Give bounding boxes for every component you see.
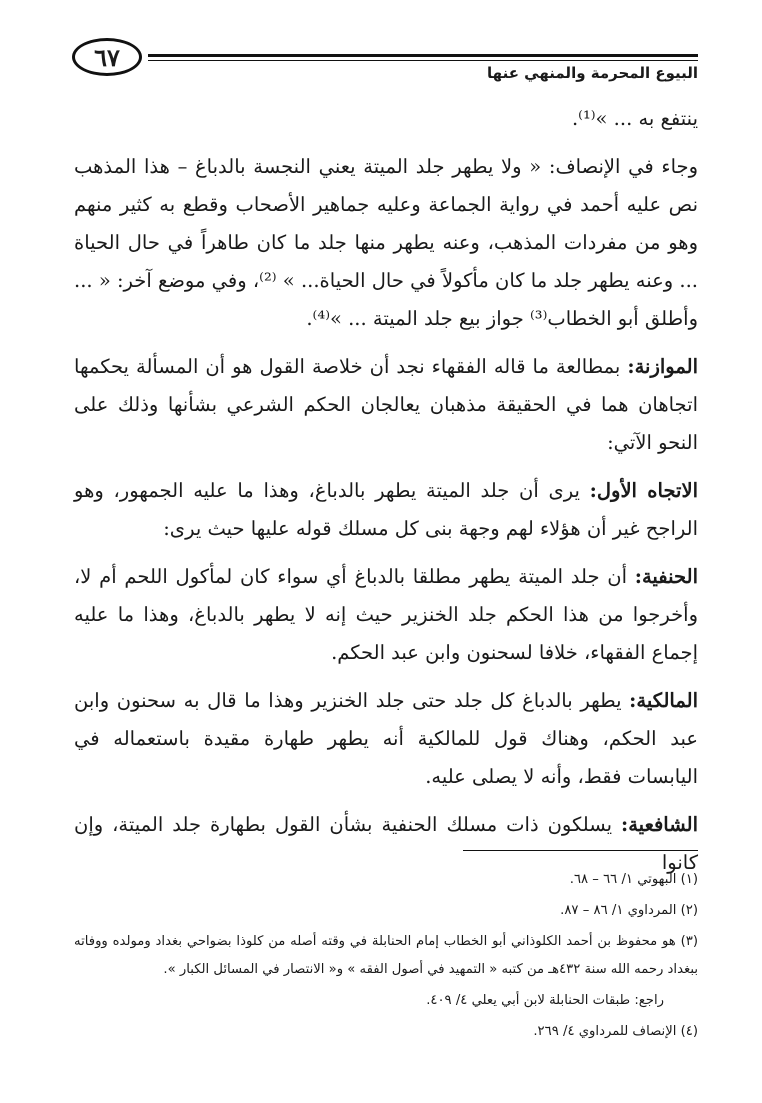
footnote-separator (463, 850, 698, 851)
paragraph-hanafiyya (74, 558, 698, 672)
header-rule-thin (148, 60, 698, 61)
paragraph-first-direction (74, 472, 698, 548)
paragraph-label: الحنفية: (634, 565, 698, 588)
paragraph-label: الشافعية: (621, 813, 698, 836)
paragraph-label: المالكية: (629, 689, 698, 712)
page-number-badge (72, 38, 142, 76)
main-text (74, 100, 698, 892)
paragraph-label: الموازنة: (627, 355, 698, 378)
paragraph-malikiyya (74, 682, 698, 796)
page-number: ٦٧ (94, 42, 120, 72)
running-title: البيوع المحرمة والمنهي عنها (487, 64, 698, 82)
footnotes (74, 866, 698, 1049)
footnote-2: (٢) المرداوي ١/ ٨٦ – ٨٧. (560, 903, 698, 918)
paragraph-text: أن جلد الميتة يطهر مطلقا بالدباغ أي سواء كان لمأكول اللحم أم لا، وأخرجوا من هذا الحكم جلد الخنزير حيث إنه لا يطهر بالدباغ، وهذا ما عليه إجماع الفقهاء، خلافا لسحنون وابن عبد الحكم. (74, 565, 698, 664)
footnote-1: (١) البهوتي ١/ ٦٦ – ٦٨. (569, 872, 698, 887)
paragraph-insaf-quote: وجاء في الإنصاف: « ولا يطهر جلد الميتة يعني النجسة بالدباغ – هذا المذهب نص عليه أحمد في رواية الجماعة وعليه جماهير الأصحاب وقطع به كثير منهم وهو من مفردات المذهب، وعنه يطهر منها جلد ما كان طاهراً في حال الحياة ... وعنه يطهر جلد ما كان مأكولاً في حال الحياة... » ⁽²⁾، وفي موضع آخر: « ... وأطلق أبو الخطاب⁽³⁾ جواز بيع جلد الميتة ... »⁽⁴⁾. (74, 155, 698, 330)
paragraph-label: الاتجاه الأول: (589, 479, 698, 502)
paragraph-comparison (74, 348, 698, 462)
paragraph-text: يطهر بالدباغ كل جلد حتى جلد الخنزير وهذا ما قال به سحنون وابن عبد الحكم، وهناك قول للمالكية أنه يطهر طهارة مقيدة باستعماله في اليابسات فقط، وأنه لا يصلى عليه. (74, 689, 698, 788)
paragraph-continuation: ينتفع به ... »⁽¹⁾. (571, 107, 698, 130)
footnote-3-reference: راجع: طبقات الحنابلة لابن أبي يعلي ٤/ ٤٠٩. (426, 993, 664, 1008)
paragraph-text: يسلكون ذات مسلك الحنفية بشأن القول بطهارة جلد الميتة، وإن كانوا (74, 813, 698, 874)
paragraph-text: بمطالعة ما قاله الفقهاء نجد أن خلاصة القول هو أن المسألة يحكمها اتجاهان هما في الحقيقة مذهبان يعالجان الحكم الشرعي بشأنها وذلك على النحو الآتي: (74, 355, 698, 454)
paragraph-text: يرى أن جلد الميتة يطهر بالدباغ، وهذا ما عليه الجمهور، وهو الراجح غير أن هؤلاء لهم وجهة بنى كل مسلك قوله عليها حيث يرى: (74, 479, 698, 540)
footnote-3: (٣) هو محفوظ بن أحمد الكلوذاني أبو الخطاب إمام الحنابلة في وقته أصله من كلوذا بضواحي بغداد ومولده ووفاته ببغداد رحمه الله سنة ٤٣٢هـ من كتبه « التمهيد في أصول الفقه » و« الانتصار في المسائل الكبار ». (74, 934, 698, 977)
footnote-4: (٤) الإنصاف للمرداوي ٤/ ٢٦٩. (533, 1024, 698, 1039)
